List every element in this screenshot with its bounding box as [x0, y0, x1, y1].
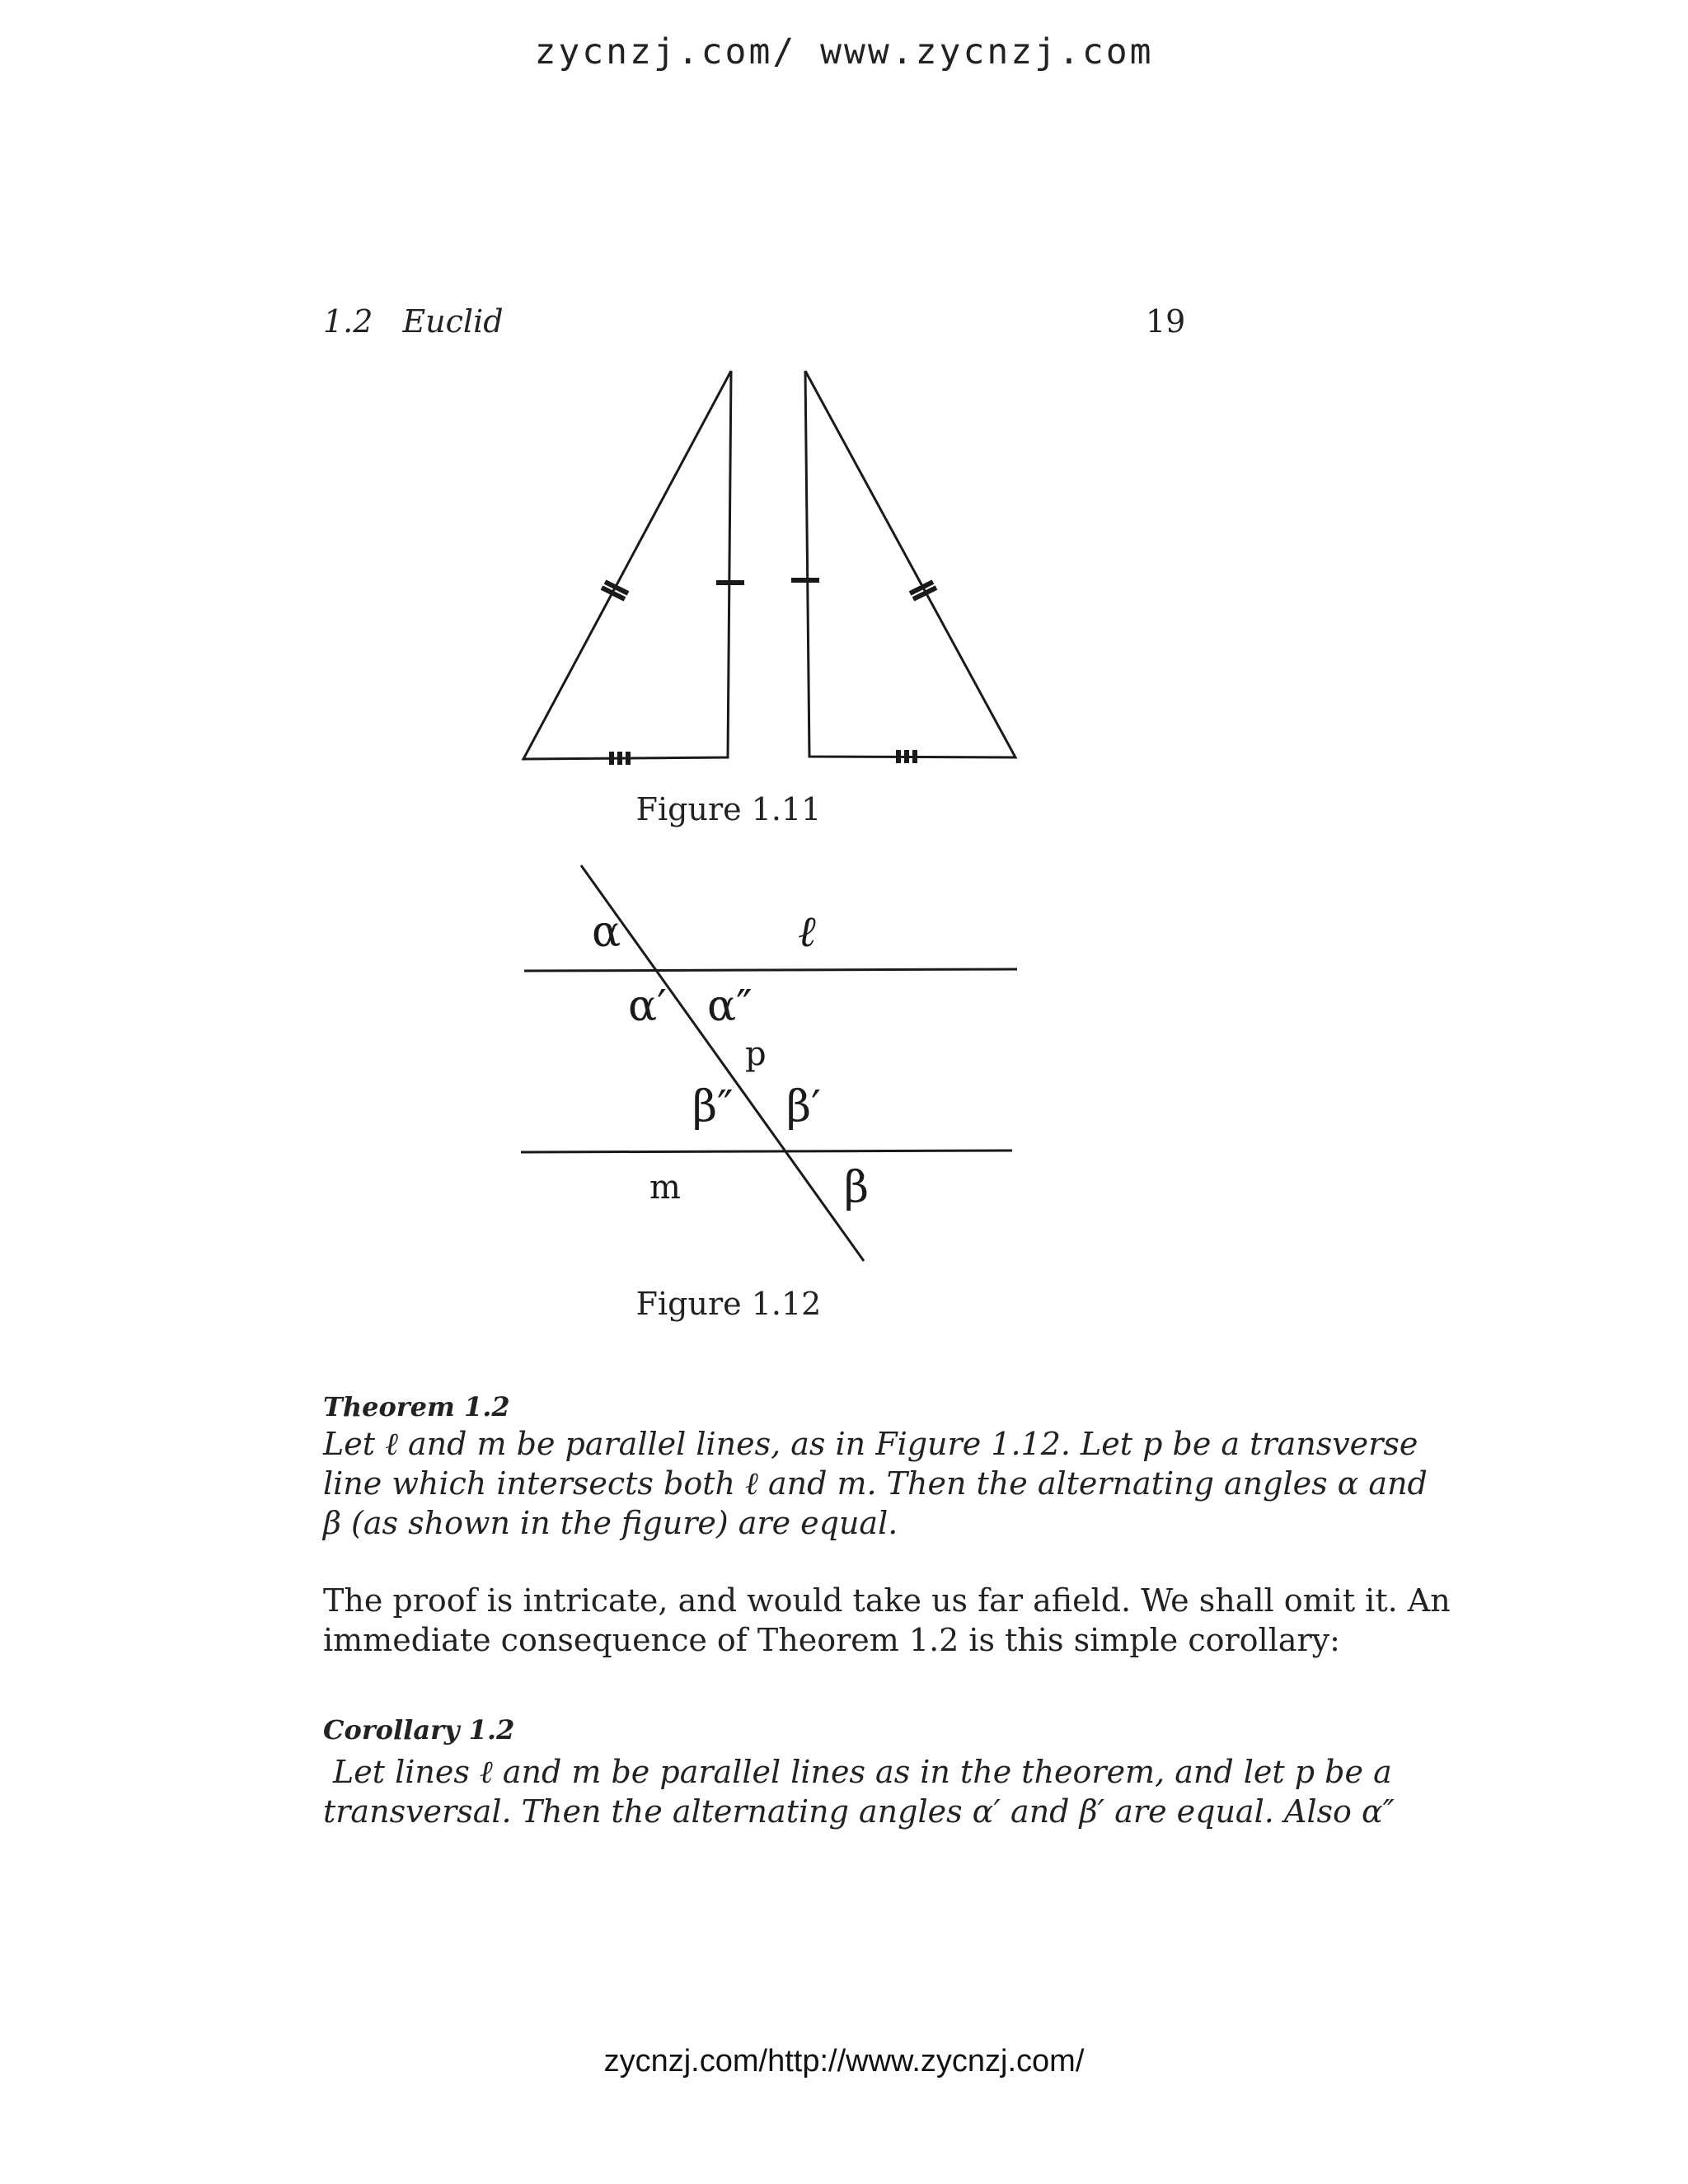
section-title: Euclid: [402, 303, 504, 340]
proof-line: The proof is intricate, and would take us far afield. We shall omit it. An: [323, 1582, 1451, 1619]
label-m: m: [649, 1169, 681, 1207]
watermark-top: zycnzj.com/ www.zycnzj.com: [534, 31, 1154, 73]
figure-1-12-caption: Figure 1.12: [635, 1286, 822, 1322]
theorem-title: Theorem 1.2: [323, 1391, 510, 1422]
label-alpha: α: [592, 907, 621, 957]
theorem-body: [323, 1424, 1428, 1543]
corollary-title: Corollary 1.2: [323, 1714, 515, 1746]
watermark-bottom: zycnzj.com/http://www.zycnzj.com/: [603, 2044, 1085, 2079]
figure-1-11: [495, 354, 1039, 783]
proof-paragraph: [323, 1581, 1451, 1660]
label-alpha-double-prime: α″: [707, 982, 753, 1031]
label-ell: ℓ: [798, 907, 816, 957]
label-beta: β: [844, 1163, 870, 1212]
line-m: [521, 1151, 1012, 1152]
tick-marks: [602, 580, 936, 765]
theorem-line: line which intersects both ℓ and m. Then the alternating angles α and: [323, 1465, 1428, 1502]
line-ell: [524, 969, 1017, 971]
figure-1-12: [495, 849, 1039, 1277]
theorem-line: Let ℓ and m be parallel lines, as in Figure 1.12. Let p be a transverse: [323, 1426, 1418, 1462]
corollary-line: Let lines ℓ and m be parallel lines as in the theorem, and let p be a: [333, 1754, 1392, 1790]
label-p: p: [745, 1035, 767, 1073]
label-beta-prime: β′: [786, 1082, 821, 1132]
label-beta-double-prime: β″: [692, 1082, 734, 1132]
section-number: 1.2: [323, 303, 373, 340]
line-p: [581, 865, 864, 1261]
theorem-line: β (as shown in the figure) are equal.: [323, 1505, 898, 1541]
proof-line: immediate consequence of Theorem 1.2 is this simple corollary:: [323, 1622, 1340, 1658]
running-head: [323, 303, 504, 340]
page-number: 19: [1146, 303, 1186, 340]
left-triangle: [523, 371, 731, 759]
right-triangle: [805, 371, 1015, 757]
corollary-line: transversal. Then the alternating angles α′ and β′ are equal. Also α″: [323, 1793, 1395, 1830]
label-alpha-prime: α′: [628, 982, 667, 1031]
figure-1-11-caption: Figure 1.11: [635, 791, 822, 827]
corollary-body: [323, 1752, 1395, 1831]
